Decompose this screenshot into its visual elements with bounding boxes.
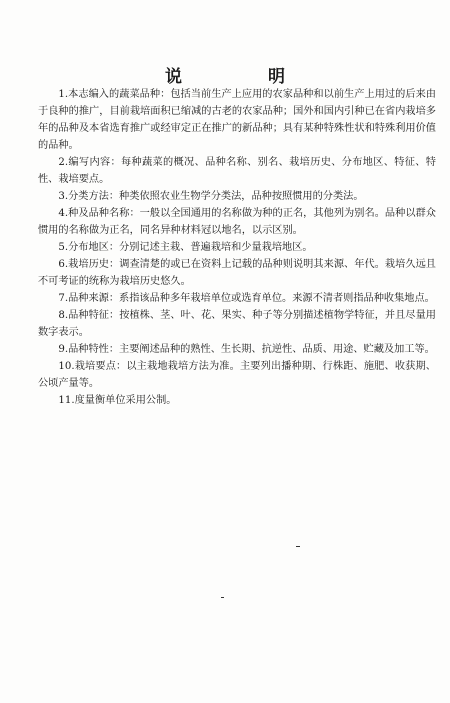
notes-list bbox=[38, 86, 436, 409]
note-item-5: 5.分布地区：分别记述主栽、普遍栽培和少量栽培地区。 bbox=[58, 242, 313, 253]
note-item-11: 11.度量衡单位采用公制。 bbox=[58, 395, 177, 406]
note-item-8: 8.品种特征：按植株、茎、叶、花、果实、种子等分别描述植物学特征，并且尽量用数字表示。 bbox=[38, 310, 436, 338]
page-title: 说 明 bbox=[165, 67, 325, 87]
note-item-2: 2.编写内容：每种蔬菜的概况、品种名称、别名、栽培历史、分布地区、特征、特性、栽培要点。 bbox=[38, 157, 436, 185]
scan-mark bbox=[296, 546, 300, 547]
note-item-7: 7.品种来源：系指该品种多年栽培单位或选育单位。来源不清者则指品种收集地点。 bbox=[58, 293, 435, 304]
note-item-1: 1.本志编入的蔬菜品种：包括当前生产上应用的农家品种和以前生产上用过的后来由于良种的推广，目前栽培面积已缩减的古老的农家品种；国外和国内引种已在省内栽培多年的品种及本省选育推广或经审定正在推广的新品种；具有某种特殊性状和特殊利用价值的品种。 bbox=[38, 89, 436, 151]
note-item-4: 4.种及品种名称：一般以全国通用的名称做为种的正名，其他列为别名。品种以群众惯用的名称做为正名，同名异种材料冠以地名，以示区别。 bbox=[38, 208, 436, 236]
note-item-3: 3.分类方法：种类依照农业生物学分类法，品种按照惯用的分类法。 bbox=[58, 191, 364, 202]
note-item-6: 6.栽培历史：调查清楚的或已在资料上记载的品种则说明其来源、年代。栽培久远且不可考证的统称为栽培历史悠久。 bbox=[38, 259, 436, 287]
note-item-10: 10.栽培要点：以主栽地栽培方法为准。主要列出播种期、行株距、施肥、收获期、公顷产量等。 bbox=[38, 361, 436, 389]
scan-mark bbox=[221, 597, 224, 598]
note-item-9: 9.品种特性：主要阐述品种的熟性、生长期、抗逆性、品质、用途、贮藏及加工等。 bbox=[58, 344, 435, 355]
